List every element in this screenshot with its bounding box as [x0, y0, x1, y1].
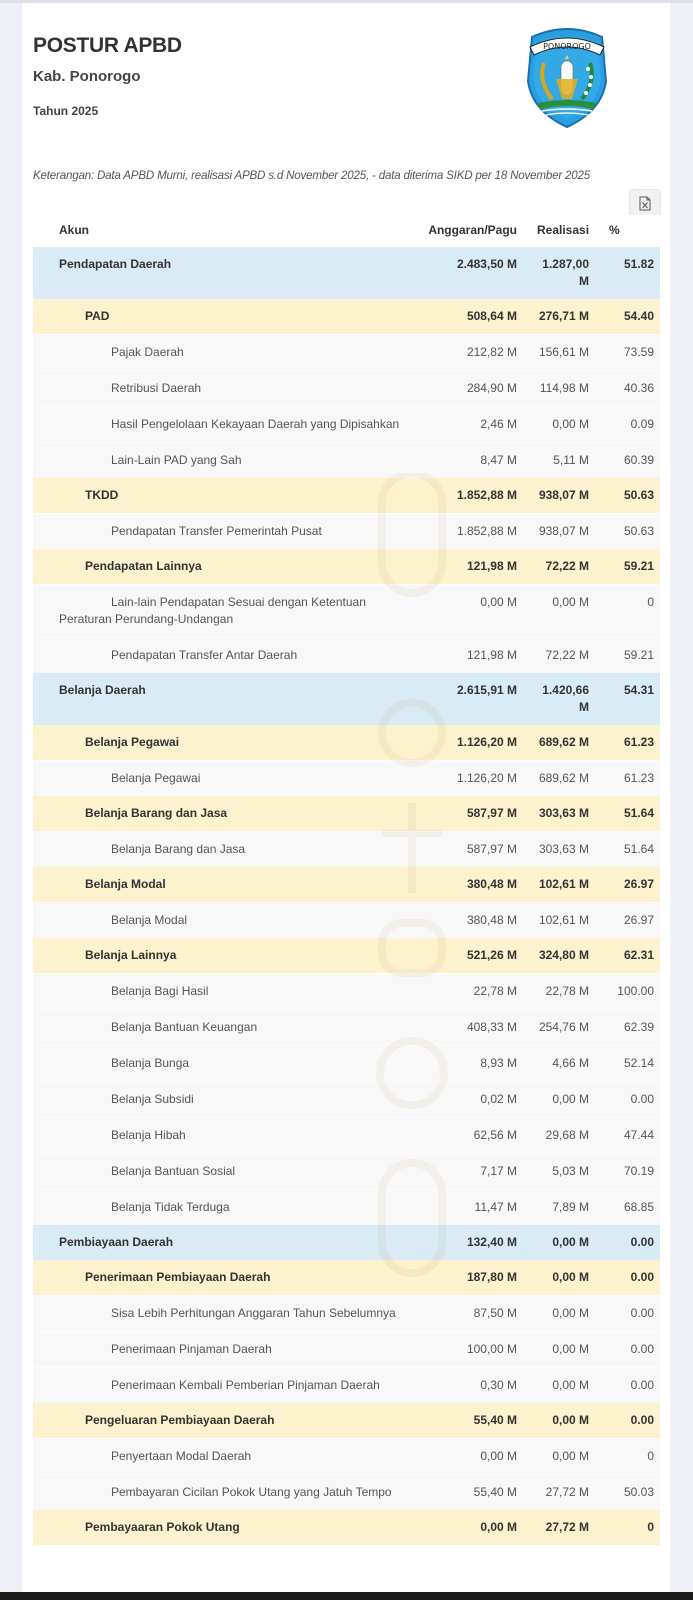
budget-value: 187,80 M	[416, 1260, 523, 1296]
table-row	[33, 1046, 660, 1082]
table-row	[33, 974, 660, 1010]
budget-value: 7,17 M	[416, 1154, 523, 1190]
table-row	[33, 1118, 660, 1154]
table-row	[33, 585, 660, 638]
realization-value: 0,00 M	[523, 1439, 595, 1475]
percent-value: 0	[595, 1510, 660, 1545]
account-name: Belanja Pegawai	[33, 761, 416, 797]
realization-value: 7,89 M	[523, 1190, 595, 1226]
percent-value: 51.64	[595, 832, 660, 868]
excel-file-icon	[639, 196, 651, 211]
budget-value: 521,26 M	[416, 938, 523, 974]
percent-value: 26.97	[595, 867, 660, 903]
realization-value: 303,63 M	[523, 796, 595, 832]
percent-value: 47.44	[595, 1118, 660, 1154]
percent-value: 40.36	[595, 371, 660, 407]
budget-value: 22,78 M	[416, 974, 523, 1010]
budget-value: 212,82 M	[416, 335, 523, 371]
budget-value: 121,98 M	[416, 638, 523, 674]
table-body	[33, 247, 660, 1545]
table-row-group	[33, 549, 660, 585]
percent-value: 0	[595, 1439, 660, 1475]
percent-value: 54.31	[595, 673, 660, 725]
table-row-group	[33, 1403, 660, 1439]
table-row	[33, 832, 660, 868]
percent-value: 100.00	[595, 974, 660, 1010]
realization-value: 72,22 M	[523, 638, 595, 674]
budget-value: 0,02 M	[416, 1082, 523, 1118]
realization-value: 0,00 M	[523, 407, 595, 443]
account-name: Pajak Daerah	[33, 335, 416, 371]
table-row-section	[33, 673, 660, 725]
table-row	[33, 1332, 660, 1368]
account-name: Penerimaan Kembali Pemberian Pinjaman Daerah	[33, 1368, 416, 1404]
realization-value: 938,07 M	[523, 478, 595, 514]
table-row	[33, 1439, 660, 1475]
account-name: Belanja Bantuan Keuangan	[33, 1010, 416, 1046]
page-title: POSTUR APBD	[33, 34, 182, 57]
ponorogo-logo	[522, 23, 612, 131]
realization-value: 938,07 M	[523, 514, 595, 550]
realization-value: 1.420,66 M	[523, 673, 595, 725]
account-name: Belanja Pegawai	[33, 725, 416, 761]
realization-value: 102,61 M	[523, 867, 595, 903]
percent-value: 51.82	[595, 247, 660, 299]
realization-value: 0,00 M	[523, 1082, 595, 1118]
percent-value: 0.00	[595, 1296, 660, 1332]
budget-value: 1.852,88 M	[416, 478, 523, 514]
budget-value: 11,47 M	[416, 1190, 523, 1226]
account-name: Belanja Barang dan Jasa	[33, 796, 416, 832]
table-row-group	[33, 1260, 660, 1296]
budget-value: 62,56 M	[416, 1118, 523, 1154]
percent-value: 54.40	[595, 299, 660, 335]
percent-value: 50.63	[595, 514, 660, 550]
realization-value: 0,00 M	[523, 1225, 595, 1260]
table-row-group	[33, 725, 660, 761]
percent-value: 70.19	[595, 1154, 660, 1190]
budget-value: 0,30 M	[416, 1368, 523, 1404]
percent-value: 52.14	[595, 1046, 660, 1082]
budget-value: 55,40 M	[416, 1475, 523, 1511]
budget-value: 121,98 M	[416, 549, 523, 585]
percent-value: 62.39	[595, 1010, 660, 1046]
table-row-group	[33, 796, 660, 832]
account-name: Belanja Daerah	[33, 673, 416, 725]
budget-value: 1.126,20 M	[416, 761, 523, 797]
budget-value: 8,93 M	[416, 1046, 523, 1082]
percent-value: 0.00	[595, 1082, 660, 1118]
col-header-anggaran: Anggaran/Pagu	[416, 215, 523, 247]
account-name: Belanja Barang dan Jasa	[33, 832, 416, 868]
account-name: Belanja Hibah	[33, 1118, 416, 1154]
realization-value: 303,63 M	[523, 832, 595, 868]
table-row	[33, 761, 660, 797]
budget-value: 380,48 M	[416, 867, 523, 903]
budget-value: 587,97 M	[416, 832, 523, 868]
account-name: Pendapatan Transfer Pemerintah Pusat	[33, 514, 416, 550]
budget-value: 0,00 M	[416, 1510, 523, 1545]
budget-value: 2,46 M	[416, 407, 523, 443]
realization-value: 0,00 M	[523, 1296, 595, 1332]
account-name: Penyertaan Modal Daerah	[33, 1439, 416, 1475]
table-row-section	[33, 1225, 660, 1260]
realization-value: 689,62 M	[523, 725, 595, 761]
percent-value: 60.39	[595, 443, 660, 479]
realization-value: 689,62 M	[523, 761, 595, 797]
table-row	[33, 371, 660, 407]
account-name: Pembiayaan Daerah	[33, 1225, 416, 1260]
table-row	[33, 1154, 660, 1190]
percent-value: 50.03	[595, 1475, 660, 1511]
data-note: Keterangan: Data APBD Murni, realisasi APBD s.d November 2025, - data diterima SIKD per 18 November 2025	[33, 169, 591, 182]
realization-value: 254,76 M	[523, 1010, 595, 1046]
table-header-row	[33, 215, 660, 247]
account-name: Pendapatan Transfer Antar Daerah	[33, 638, 416, 674]
budget-value: 1.852,88 M	[416, 514, 523, 550]
budget-value: 8,47 M	[416, 443, 523, 479]
table-row-group	[33, 1510, 660, 1545]
percent-value: 50.63	[595, 478, 660, 514]
realization-value: 27,72 M	[523, 1510, 595, 1545]
account-name: TKDD	[33, 478, 416, 514]
realization-value: 27,72 M	[523, 1475, 595, 1511]
table-row-group	[33, 299, 660, 335]
realization-value: 0,00 M	[523, 1368, 595, 1404]
percent-value: 59.21	[595, 638, 660, 674]
account-name: Belanja Bunga	[33, 1046, 416, 1082]
budget-value: 508,64 M	[416, 299, 523, 335]
col-header-akun: Akun	[33, 215, 416, 247]
percent-value: 61.23	[595, 761, 660, 797]
realization-value: 1.287,00 M	[523, 247, 595, 299]
account-name: Belanja Lainnya	[33, 938, 416, 974]
realization-value: 324,80 M	[523, 938, 595, 974]
realization-value: 4,66 M	[523, 1046, 595, 1082]
percent-value: 0.00	[595, 1225, 660, 1260]
percent-value: 0.00	[595, 1368, 660, 1404]
bottom-bar	[0, 1592, 693, 1600]
percent-value: 68.85	[595, 1190, 660, 1226]
budget-value: 100,00 M	[416, 1332, 523, 1368]
table-row	[33, 1082, 660, 1118]
account-name: Pendapatan Lainnya	[33, 549, 416, 585]
percent-value: 61.23	[595, 725, 660, 761]
export-excel-button[interactable]	[629, 189, 661, 217]
percent-value: 0.00	[595, 1260, 660, 1296]
account-name: Belanja Modal	[33, 867, 416, 903]
account-name: Pembayaaran Pokok Utang	[33, 1510, 416, 1545]
realization-value: 5,03 M	[523, 1154, 595, 1190]
account-name: Belanja Modal	[33, 903, 416, 939]
table-row	[33, 407, 660, 443]
col-header-persen: %	[595, 215, 660, 247]
table-row-group	[33, 478, 660, 514]
account-name: Lain-lain Pendapatan Sesuai dengan Ketentuan Peraturan Perundang-Undangan	[33, 585, 416, 638]
table-row	[33, 903, 660, 939]
apbd-table	[33, 215, 660, 1545]
account-name: Penerimaan Pembiayaan Daerah	[33, 1260, 416, 1296]
account-name: Hasil Pengelolaan Kekayaan Daerah yang Dipisahkan	[33, 407, 416, 443]
budget-value: 587,97 M	[416, 796, 523, 832]
budget-value: 55,40 M	[416, 1403, 523, 1439]
account-name: PAD	[33, 299, 416, 335]
budget-value: 0,00 M	[416, 585, 523, 638]
budget-value: 87,50 M	[416, 1296, 523, 1332]
table-row	[33, 1010, 660, 1046]
table-row-group	[33, 938, 660, 974]
table-row-section	[33, 247, 660, 299]
realization-value: 0,00 M	[523, 585, 595, 638]
percent-value: 73.59	[595, 335, 660, 371]
account-name: Belanja Tidak Terduga	[33, 1190, 416, 1226]
realization-value: 0,00 M	[523, 1332, 595, 1368]
account-name: Retribusi Daerah	[33, 371, 416, 407]
account-name: Belanja Bantuan Sosial	[33, 1154, 416, 1190]
table-row	[33, 443, 660, 479]
percent-value: 0	[595, 585, 660, 638]
account-name: Pendapatan Daerah	[33, 247, 416, 299]
percent-value: 59.21	[595, 549, 660, 585]
table-row	[33, 335, 660, 371]
logo-text: PONOROGO	[543, 42, 591, 51]
realization-value: 22,78 M	[523, 974, 595, 1010]
realization-value: 72,22 M	[523, 549, 595, 585]
realization-value: 0,00 M	[523, 1260, 595, 1296]
budget-value: 408,33 M	[416, 1010, 523, 1046]
account-name: Pembayaran Cicilan Pokok Utang yang Jatuh Tempo	[33, 1475, 416, 1511]
realization-value: 29,68 M	[523, 1118, 595, 1154]
account-name: Belanja Bagi Hasil	[33, 974, 416, 1010]
realization-value: 156,61 M	[523, 335, 595, 371]
budget-value: 132,40 M	[416, 1225, 523, 1260]
table-row	[33, 1368, 660, 1404]
table-row	[33, 1296, 660, 1332]
realization-value: 102,61 M	[523, 903, 595, 939]
table-row	[33, 514, 660, 550]
realization-value: 5,11 M	[523, 443, 595, 479]
percent-value: 0.09	[595, 407, 660, 443]
percent-value: 0.00	[595, 1403, 660, 1439]
realization-value: 114,98 M	[523, 371, 595, 407]
account-name: Pengeluaran Pembiayaan Daerah	[33, 1403, 416, 1439]
percent-value: 51.64	[595, 796, 660, 832]
budget-value: 0,00 M	[416, 1439, 523, 1475]
region-name: Kab. Ponorogo	[33, 68, 141, 85]
budget-value: 380,48 M	[416, 903, 523, 939]
col-header-realisasi: Realisasi	[523, 215, 595, 247]
apbd-card	[22, 3, 670, 1592]
account-name: Lain-Lain PAD yang Sah	[33, 443, 416, 479]
budget-value: 1.126,20 M	[416, 725, 523, 761]
account-name: Belanja Subsidi	[33, 1082, 416, 1118]
budget-value: 2.615,91 M	[416, 673, 523, 725]
percent-value: 62.31	[595, 938, 660, 974]
percent-value: 26.97	[595, 903, 660, 939]
year-label: Tahun 2025	[33, 104, 99, 118]
realization-value: 0,00 M	[523, 1403, 595, 1439]
account-name: Sisa Lebih Perhitungan Anggaran Tahun Sebelumnya	[33, 1296, 416, 1332]
budget-value: 2.483,50 M	[416, 247, 523, 299]
realization-value: 276,71 M	[523, 299, 595, 335]
budget-value: 284,90 M	[416, 371, 523, 407]
table-row	[33, 1475, 660, 1511]
table-row-group	[33, 867, 660, 903]
percent-value: 0.00	[595, 1332, 660, 1368]
account-name: Penerimaan Pinjaman Daerah	[33, 1332, 416, 1368]
table-row	[33, 1190, 660, 1226]
table-row	[33, 638, 660, 674]
